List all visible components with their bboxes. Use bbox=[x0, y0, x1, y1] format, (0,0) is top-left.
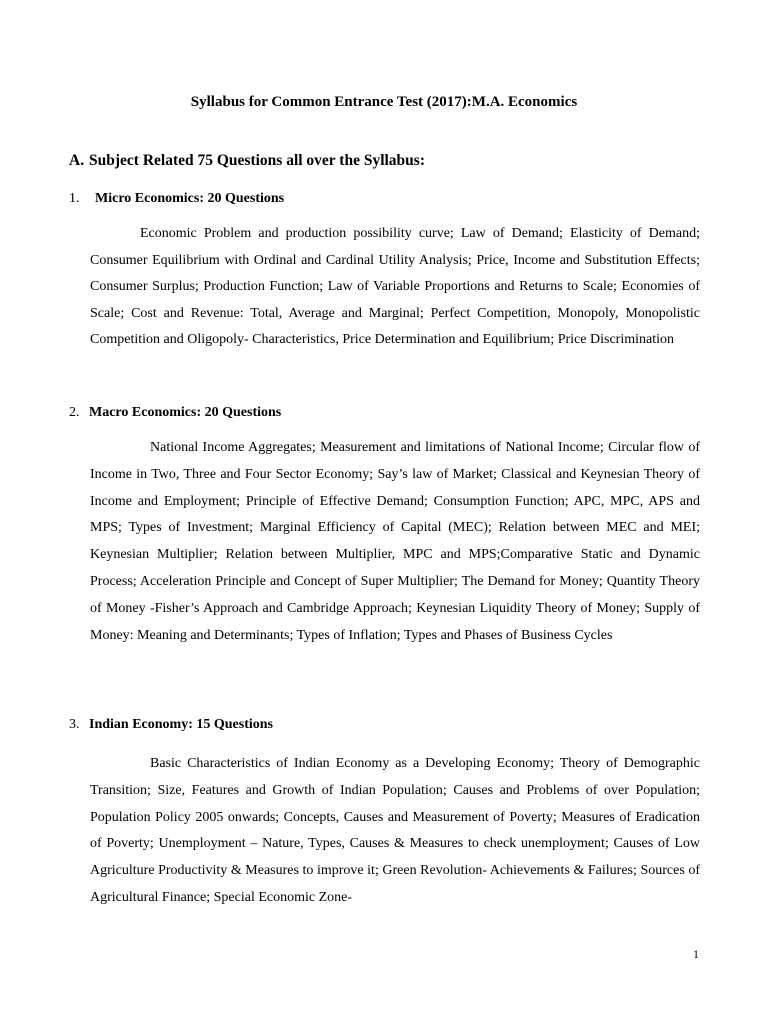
section-1-title: Micro Economics: 20 Questions bbox=[95, 191, 285, 206]
section-1-number: 1. bbox=[69, 191, 80, 206]
section-a-label: A. bbox=[69, 152, 85, 169]
section-a-heading bbox=[69, 152, 425, 170]
page-number: 1 bbox=[693, 947, 699, 961]
section-1-body: Economic Problem and production possibility curve; Law of Demand; Elasticity of Demand; Consumer Equilibrium with Ordinal and Cardinal Utility Analysis; Price, Income and Substitution Effects; Consumer Surplus; Production Function; Law of Variable Proportions and Returns to Scale; Economies of Scale; Cost and Revenue: Total, Average and Marginal; Perfect Competition, Monopoly, Monopolistic Competition and Oligopoly- Characteristics, Price Determination and Equilibrium; Price Discrimination bbox=[90, 226, 700, 348]
document-title: Syllabus for Common Entrance Test (2017):M.A. Economics bbox=[190, 94, 578, 110]
section-3-body: Basic Characteristics of Indian Economy as a Developing Economy; Theory of Demographic Transition; Size, Features and Growth of Indian Population; Causes and Problems of over Population; Population Policy 2005 onwards; Concepts, Causes and Measurement of Poverty; Measures of Eradication of Poverty; Unemployment – Nature, Types, Causes & Measures to check unemployment; Causes of Low Agriculture Productivity & Measures to improve it; Green Revolution- Achievements & Failures; Sources of Agricultural Finance; Special Economic Zone- bbox=[90, 756, 700, 905]
section-3-number: 3. bbox=[69, 717, 80, 732]
section-1-heading bbox=[69, 191, 284, 207]
section-3-title: Indian Economy: 15 Questions bbox=[89, 717, 273, 732]
section-2-title: Macro Economics: 20 Questions bbox=[89, 405, 282, 420]
section-2-body: National Income Aggregates; Measurement and limitations of National Income; Circular flow of Income in Two, Three and Four Sector Economy; Say’s law of Market; Classical and Keynesian Theory of Income and Employment; Principle of Effective Demand; Consumption Function; APC, MPC, APS and MPS; Types of Investment; Marginal Efficiency of Capital (MEC); Relation between MEC and MEI; Keynesian Multiplier; Relation between Multiplier, MPC and MPS;Comparative Static and Dynamic Process; Acceleration Principle and Concept of Super Multiplier; The Demand for Money; Quantity Theory of Money -Fisher’s Approach and Cambridge Approach; Keynesian Liquidity Theory of Money; Supply of Money: Meaning and Determinants; Types of Inflation; Types and Phases of Business Cycles bbox=[90, 440, 700, 643]
section-2-number: 2. bbox=[69, 405, 80, 420]
section-a-text: Subject Related 75 Questions all over the Syllabus: bbox=[89, 152, 425, 169]
section-3-heading bbox=[69, 717, 273, 733]
section-2-heading bbox=[69, 405, 281, 421]
